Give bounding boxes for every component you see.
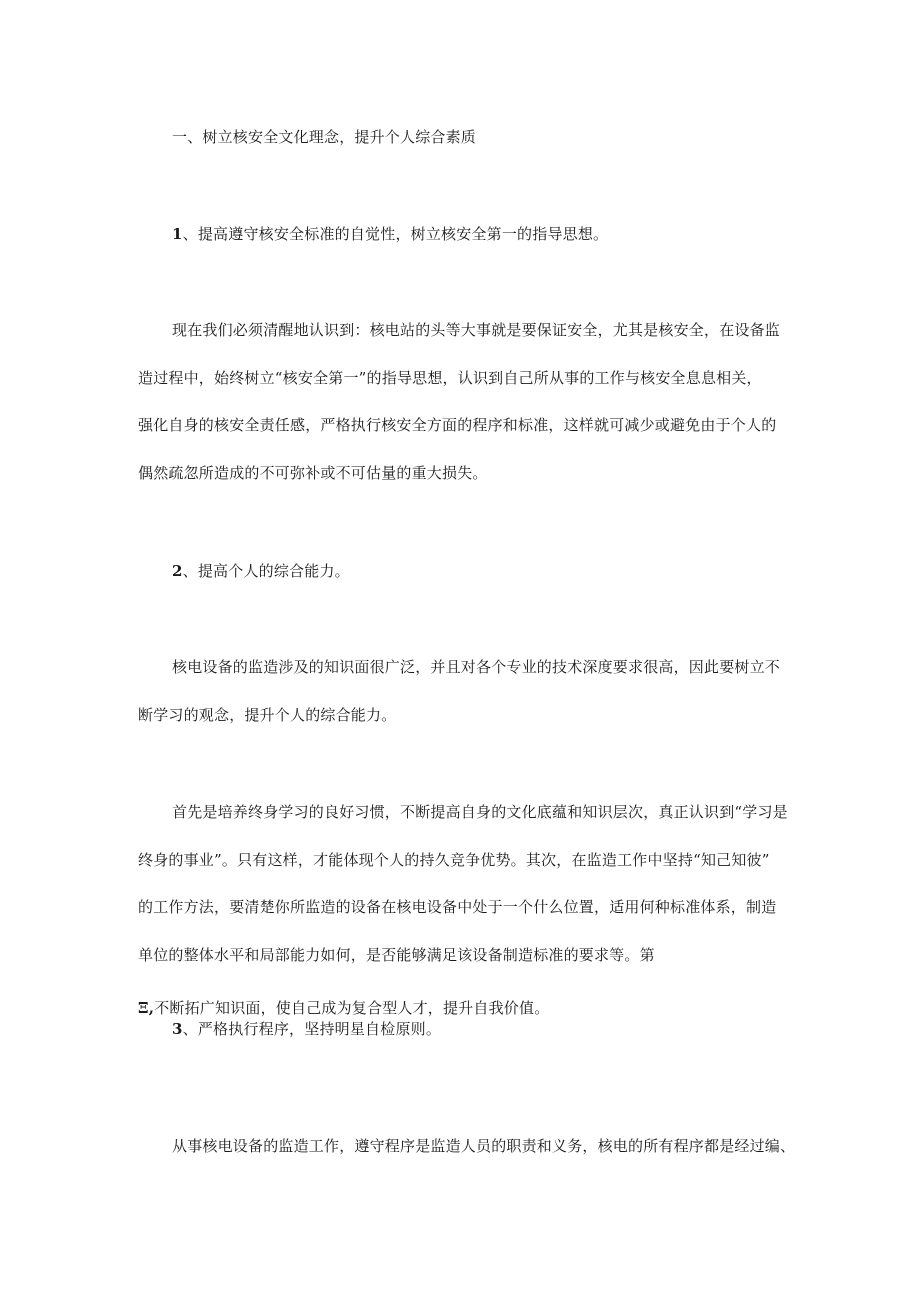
section-heading: 一、树立核安全文化理念，提升个人综合素质 <box>172 128 477 146</box>
para-2-line-2: 断学习的观念，提升个人的综合能力。 <box>138 706 397 724</box>
para-4-line-1: 从事核电设备的监造工作，遵守程序是监造人员的职责和义务，核电的所有程序都是经过编、 <box>172 1137 796 1155</box>
para-3-line-1: 首先是培养终身学习的良好习惯，不断提高自身的文化底蕴和知识层次，真正认识到“学习是 <box>172 803 788 821</box>
para-3-tail-prefix: Ξ, <box>138 999 155 1017</box>
para-1-line-2: 造过程中，始终树立“核安全第一”的指导思想，认识到自己所从事的工作与核安全息息相关， <box>138 369 762 387</box>
para-3-line-3: 的工作方法，要清楚你所监造的设备在核电设备中处于一个什么位置，适用何种标准体系，制造 <box>138 898 777 916</box>
para-1-line-4: 偶然疏忽所造成的不可弥补或不可估量的重大损失。 <box>138 464 488 482</box>
item-3-number: 3 <box>172 1020 183 1038</box>
para-3-line-4: 单位的整体水平和局部能力如何，是否能够满足该设备制造标准的要求等。第 <box>138 946 655 964</box>
item-1-title: 、提高遵守核安全标准的自觉性，树立核安全第一的指导思想。 <box>182 225 609 243</box>
item-3-heading <box>172 1019 798 1039</box>
para-1-line-3: 强化自身的核安全责任感，严格执行核安全方面的程序和标准，这样就可减少或避免由于个人的 <box>138 416 777 434</box>
item-2-title: 、提高个人的综合能力。 <box>182 562 350 580</box>
para-1-line-1: 现在我们必须清醒地认识到：核电站的头等大事就是要保证安全，尤其是核安全，在设备监 <box>172 321 781 339</box>
item-3-title: 、严格执行程序，坚持明星自检原则。 <box>182 1020 442 1038</box>
para-3-line-2: 终身的事业”。只有这样，才能体现个人的持久竞争优势。其次，在监造工作中坚持“知己知彼” <box>138 851 770 869</box>
para-3-tail <box>138 998 798 1018</box>
para-2-line-1: 核电设备的监造涉及的知识面很广泛，并且对各个专业的技术深度要求很高，因此要树立不 <box>172 658 781 676</box>
item-2-heading <box>172 561 798 581</box>
item-2-number: 2 <box>172 562 183 580</box>
para-3-tail-text: 不断拓广知识面，使自己成为复合型人才，提升自我价值。 <box>154 999 550 1017</box>
item-1-heading <box>172 224 798 244</box>
item-1-number: 1 <box>172 225 183 243</box>
